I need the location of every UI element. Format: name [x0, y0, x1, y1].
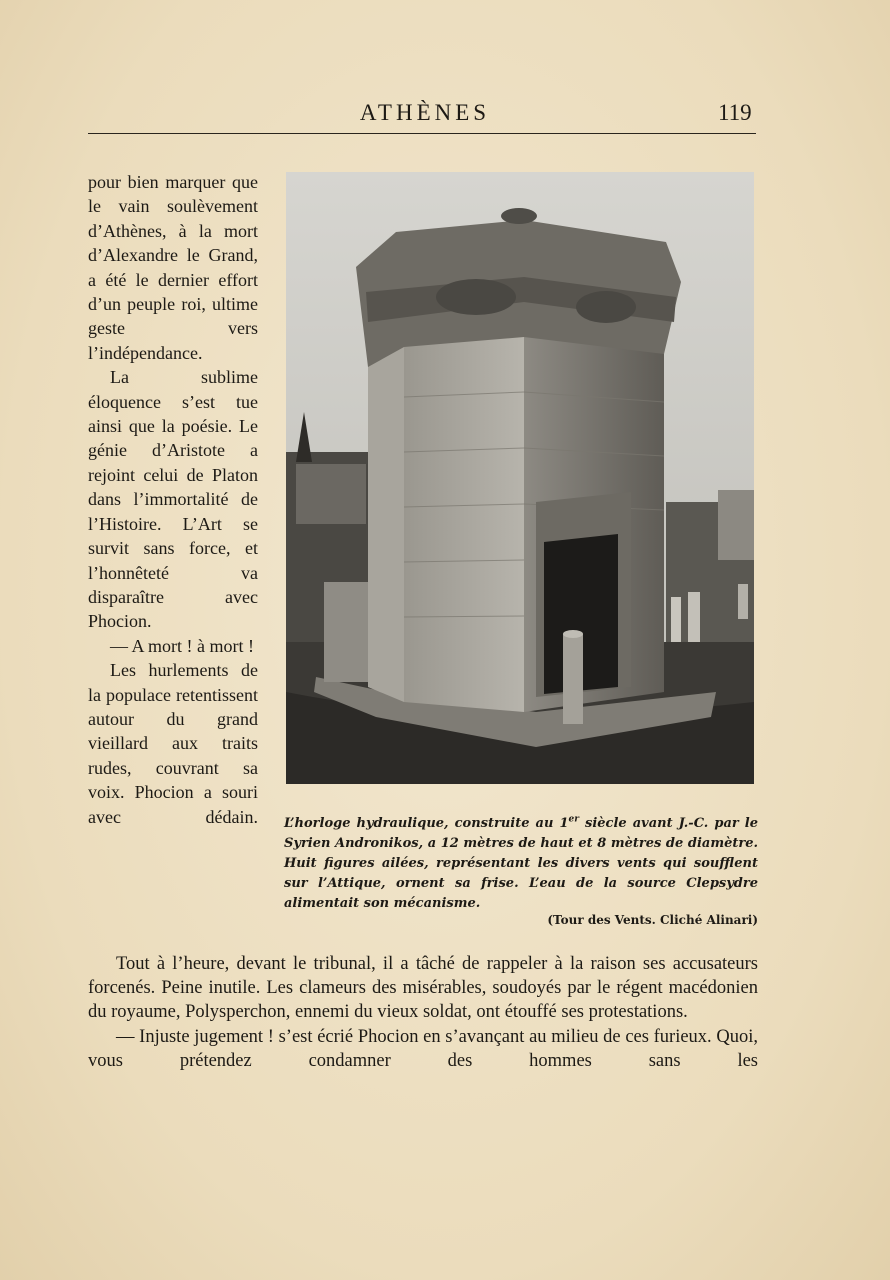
- left-text-column: [88, 170, 258, 829]
- photo-credit: (Tour des Vents. Cliché Alinari): [547, 913, 758, 927]
- body-paragraph-1: Tout à l’heure, devant le tribunal, il a tâché de rappeler à la raison ses accusateurs forcenés. Peine inutile. Les clameurs des misérables, soudoyés par le régent macédonien du royaume, Polysperchon, ennemi du vieux soldat, ont étouffé ses protestations.: [88, 954, 758, 1023]
- left-paragraph-2: La sublime éloquence s’est tue ainsi que la poésie. Le génie d’Aristote a rejoint celui de Platon dans l’immortalité de l’Histoire. L’Art se survit sans force, et l’honnêteté va disparaître avec Phocion.: [88, 367, 258, 632]
- tower-of-winds-photograph: [286, 172, 754, 784]
- page-number: 119: [718, 100, 752, 125]
- left-paragraph-4: Les hurlements de la populace retentissent autour du grand vieillard aux traits rudes, couvrant sa voix. Phocion a souri avec dédain.: [88, 660, 258, 827]
- left-paragraph-3: — A mort ! à mort !: [110, 635, 254, 656]
- header-rule: [88, 133, 756, 134]
- left-paragraph-1: pour bien marquer que le vain soulèvement d’Athènes, à la mort d’Alexandre le Grand, a été le dernier effort d’un peuple roi, ultime geste vers l’indépendance.: [88, 172, 258, 363]
- caption-text-1: L’horloge hydraulique, construite au 1: [284, 816, 569, 831]
- body-paragraph-2: — Injuste jugement ! s’est écrié Phocion en s’avançant au milieu de ces furieux. Quoi, vous prétendez condamner des hommes sans les: [88, 1026, 758, 1071]
- caption-superscript: er: [568, 814, 579, 825]
- photo-illustration: [286, 172, 754, 784]
- running-head-title: ATHÈNES: [359, 100, 491, 125]
- figure-caption: [284, 814, 758, 914]
- caption-text-2: siècle avant J.-C. par le Syrien Andronikos, a 12 mètres de haut et 8 mètres de diamètre. Huit figures ailées, représentant les divers vents qui soufflent sur l’Attique, ornent sa frise. L’eau de la source Clepsydre alimentait son mécanisme.: [284, 816, 758, 911]
- main-text: [88, 952, 758, 1073]
